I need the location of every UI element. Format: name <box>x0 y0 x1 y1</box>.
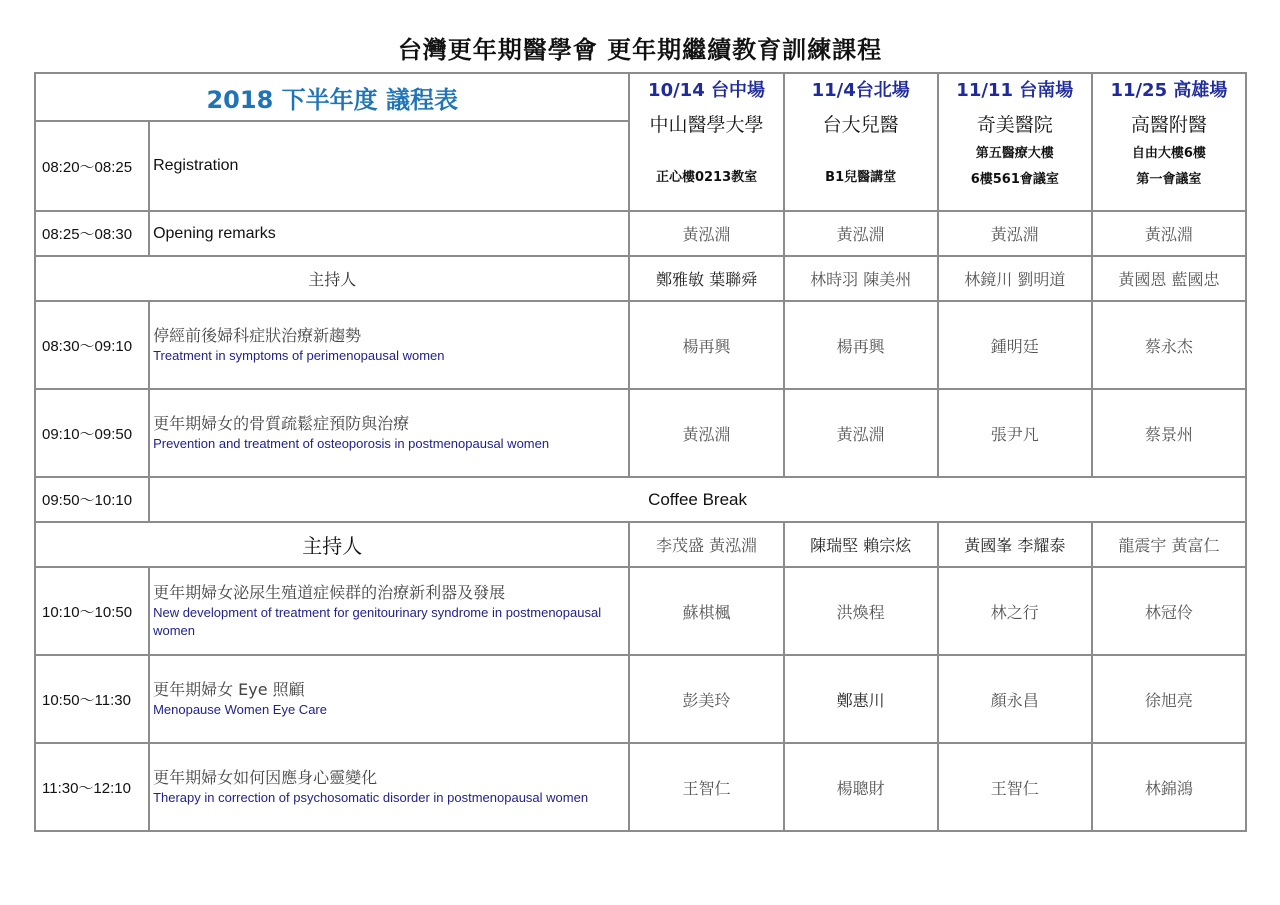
time-cell: 10:50～11:30 <box>35 655 149 743</box>
moderator-row <box>35 256 1246 301</box>
session-row <box>35 743 1246 831</box>
topic-en: Therapy in correction of psychosomatic disorder in postmenopausal women <box>153 790 589 805</box>
venue-kaohsiung <box>1092 73 1246 211</box>
page-title: 台灣更年期醫學會 更年期繼續教育訓練課程 <box>397 36 883 64</box>
speaker-cell: 洪煥程 <box>784 567 938 655</box>
coffee-break-row <box>35 477 1246 522</box>
session-row <box>35 655 1246 743</box>
speaker-cell: 林冠伶 <box>1092 567 1246 655</box>
moderator-cell: 林鏡川 劉明道 <box>938 256 1092 301</box>
moderator-row <box>35 522 1246 567</box>
time-cell: 08:20～08:25 <box>35 121 149 211</box>
topic-zh: 更年期婦女如何因應身心靈變化 <box>153 768 378 787</box>
topic-en: Treatment in symptoms of perimenopausal women <box>153 348 445 363</box>
venue-hospital: 台大兒醫 <box>822 114 899 136</box>
venue-tainan <box>938 73 1092 211</box>
speaker-cell: 黃泓淵 <box>629 389 783 477</box>
moderator-label: 主持人 <box>35 522 629 567</box>
venue-room: B1兒醫講堂 <box>825 170 897 185</box>
time-cell: 08:30～09:10 <box>35 301 149 389</box>
time-cell: 08:25～08:30 <box>35 211 149 256</box>
speaker-cell: 黃泓淵 <box>784 211 938 256</box>
moderator-cell: 龍震宇 黃富仁 <box>1092 522 1246 567</box>
schedule-heading: 2018 下半年度 議程表 <box>35 73 629 121</box>
venue-date: 10/14 台中場 <box>648 80 765 101</box>
registration-label: Registration <box>149 121 629 211</box>
moderator-cell: 林時羽 陳美州 <box>784 256 938 301</box>
speaker-cell: 黃泓淵 <box>1092 211 1246 256</box>
venue-hospital: 高醫附醫 <box>1130 114 1207 136</box>
speaker-cell: 黃泓淵 <box>784 389 938 477</box>
moderator-cell: 黃國峯 李耀泰 <box>938 522 1092 567</box>
speaker-cell: 鍾明廷 <box>938 301 1092 389</box>
session-row <box>35 301 1246 389</box>
venue-room: 自由大樓6樓 <box>1131 146 1206 161</box>
moderator-cell: 李茂盛 黃泓淵 <box>629 522 783 567</box>
speaker-cell: 張尹凡 <box>938 389 1092 477</box>
time-cell: 11:30～12:10 <box>35 743 149 831</box>
opening-label: Opening remarks <box>149 211 629 256</box>
topic-zh: 更年期婦女泌尿生殖道症候群的治療新利器及發展 <box>153 583 506 602</box>
topic-cell <box>149 743 629 831</box>
topic-cell <box>149 389 629 477</box>
venue-room: 正心樓0213教室 <box>655 170 758 185</box>
speaker-cell: 王智仁 <box>629 743 783 831</box>
venue-hospital: 中山醫學大學 <box>649 114 764 136</box>
venue-date: 11/25 高雄場 <box>1110 80 1228 101</box>
venue-taipei <box>784 73 938 211</box>
topic-cell <box>149 301 629 389</box>
speaker-cell: 徐旭亮 <box>1092 655 1246 743</box>
speaker-cell: 彭美玲 <box>629 655 783 743</box>
time-cell: 10:10～10:50 <box>35 567 149 655</box>
topic-cell <box>149 655 629 743</box>
speaker-cell: 黃泓淵 <box>938 211 1092 256</box>
speaker-cell: 楊再興 <box>784 301 938 389</box>
speaker-cell: 黃泓淵 <box>629 211 783 256</box>
header-row <box>35 73 1246 121</box>
topic-zh: 停經前後婦科症狀治療新趨勢 <box>153 326 362 345</box>
schedule-table <box>34 72 1247 832</box>
moderator-cell: 黃國恩 藍國忠 <box>1092 256 1246 301</box>
speaker-cell: 顏永昌 <box>938 655 1092 743</box>
speaker-cell: 蔡永杰 <box>1092 301 1246 389</box>
speaker-cell: 楊聰財 <box>784 743 938 831</box>
moderator-cell: 鄭雅敏 葉聯舜 <box>629 256 783 301</box>
venue-hospital: 奇美醫院 <box>976 114 1053 136</box>
venue-room: 第五醫療大樓 <box>975 146 1054 161</box>
speaker-cell: 鄭惠川 <box>784 655 938 743</box>
moderator-cell: 陳瑞堅 賴宗炫 <box>784 522 938 567</box>
speaker-cell: 林錦鴻 <box>1092 743 1246 831</box>
speaker-cell: 林之行 <box>938 567 1092 655</box>
speaker-cell: 王智仁 <box>938 743 1092 831</box>
time-cell: 09:50～10:10 <box>35 477 149 522</box>
topic-en: New development of treatment for genitourinary syndrome in postmenopausal women <box>153 605 602 638</box>
session-row <box>35 567 1246 655</box>
topic-en: Menopause Women Eye Care <box>153 702 327 717</box>
topic-zh: 更年期婦女的骨質疏鬆症預防與治療 <box>153 414 410 433</box>
venue-taichung <box>629 73 783 211</box>
speaker-cell: 蔡景州 <box>1092 389 1246 477</box>
venue-room: 6樓561會議室 <box>970 172 1059 187</box>
speaker-cell: 蘇棋楓 <box>629 567 783 655</box>
venue-date: 11/11 台南場 <box>956 80 1074 101</box>
venue-date: 11/4台北場 <box>811 80 910 101</box>
opening-row <box>35 211 1246 256</box>
coffee-break-label: Coffee Break <box>149 477 1246 522</box>
topic-zh: 更年期婦女 Eye 照顧 <box>153 680 305 699</box>
time-cell: 09:10～09:50 <box>35 389 149 477</box>
speaker-cell: 楊再興 <box>629 301 783 389</box>
topic-en: Prevention and treatment of osteoporosis in postmenopausal women <box>153 436 550 451</box>
venue-room: 第一會議室 <box>1136 172 1202 187</box>
moderator-label: 主持人 <box>35 256 629 301</box>
topic-cell <box>149 567 629 655</box>
session-row <box>35 389 1246 477</box>
